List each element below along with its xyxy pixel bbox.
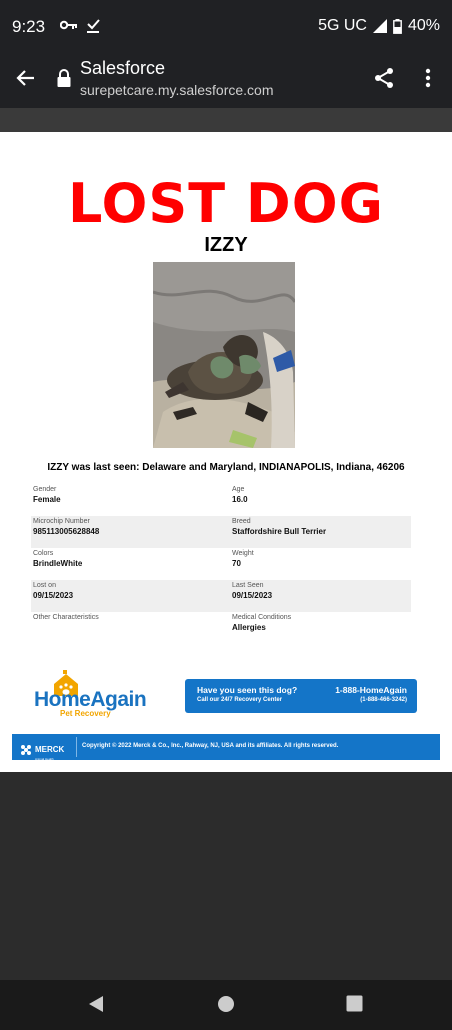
detail-label: Other Characteristics [33, 614, 99, 621]
copyright-text: Copyright © 2022 Merck & Co., Inc., Rahway, NJ, USA and its affiliates. All rights reserved. [82, 743, 339, 749]
details-row [31, 612, 411, 644]
nav-recents-icon[interactable] [346, 995, 363, 1012]
nav-home-icon[interactable] [217, 995, 235, 1013]
detail-value: Staffordshire Bull Terrier [232, 527, 327, 536]
detail-age [230, 484, 411, 516]
back-arrow-icon[interactable] [14, 66, 38, 90]
detail-value: Female [33, 495, 61, 504]
homeagain-logo-text: HomeAgain [34, 688, 147, 711]
key-icon [60, 18, 78, 32]
battery-icon [393, 19, 402, 34]
detail-label: Colors [33, 550, 54, 557]
android-nav-bar [0, 980, 452, 1030]
merck-emblem-icon [20, 744, 32, 756]
detail-medical-conditions [230, 612, 411, 644]
network-label: 5G UC [318, 17, 367, 34]
detail-label: Microchip Number [33, 518, 90, 525]
callout-subtext: Call our 24/7 Recovery Center [197, 697, 283, 703]
detail-last-seen [230, 580, 411, 612]
detail-gender [31, 484, 230, 516]
poster-footer [12, 734, 440, 760]
battery-percent: 40% [407, 17, 440, 34]
detail-value: Allergies [232, 623, 266, 632]
lock-icon[interactable] [56, 69, 72, 87]
detail-microchip [31, 516, 230, 548]
status-icons-left [60, 18, 100, 34]
pet-details-table [31, 484, 411, 644]
detail-value: 09/15/2023 [33, 591, 74, 600]
detail-label: Age [232, 486, 245, 493]
callout-phone-name[interactable]: 1-888-HomeAgain [335, 685, 407, 695]
footer-divider [76, 737, 77, 757]
signal-icon [373, 19, 387, 33]
last-seen-location: IZZY was last seen: Delaware and Maryland, INDIANAPOLIS, Indiana, 46206 [47, 462, 405, 473]
viewer-top-band [0, 108, 452, 132]
detail-label: Gender [33, 486, 57, 493]
merck-subtitle: Animal Health [35, 757, 54, 761]
browser-url[interactable]: surepetcare.my.salesforce.com [80, 82, 274, 98]
details-row [31, 548, 411, 580]
status-time: 9:23 [12, 17, 46, 36]
pet-name: IZZY [204, 234, 248, 256]
details-row [31, 516, 411, 548]
lost-dog-poster [0, 132, 452, 772]
details-row [31, 580, 411, 612]
callout-phone-number[interactable]: (1-888-466-3242) [360, 697, 407, 703]
more-vert-icon[interactable] [418, 66, 438, 90]
detail-label: Lost on [33, 582, 56, 589]
details-row [31, 484, 411, 516]
callout-question: Have you seen this dog? [197, 685, 298, 695]
recovery-callout [185, 679, 417, 713]
detail-value: 985113005628848 [33, 527, 100, 536]
detail-colors [31, 548, 230, 580]
browser-title: Salesforce [80, 58, 166, 78]
share-icon[interactable] [372, 66, 396, 90]
detail-value: 16.0 [232, 495, 248, 504]
dog-photo [153, 262, 295, 448]
merck-logo [20, 739, 64, 761]
poster-headline: LOST DOG [68, 172, 384, 235]
detail-label: Breed [232, 518, 251, 525]
detail-label: Medical Conditions [232, 614, 292, 621]
detail-label: Last Seen [232, 582, 264, 589]
status-bar [0, 0, 452, 54]
detail-other-characteristics [31, 612, 230, 644]
detail-value: BrindleWhite [33, 559, 83, 568]
detail-value: 70 [232, 559, 241, 568]
merck-name: MERCK [35, 745, 65, 754]
detail-weight [230, 548, 411, 580]
detail-label: Weight [232, 550, 254, 557]
download-done-icon [86, 18, 100, 34]
nav-back-icon[interactable] [88, 995, 104, 1013]
status-icons-right [318, 17, 440, 35]
detail-lost-on [31, 580, 230, 612]
detail-value: 09/15/2023 [232, 591, 273, 600]
homeagain-tagline: Pet Recovery [60, 709, 111, 718]
browser-toolbar [0, 54, 452, 108]
detail-breed [230, 516, 411, 548]
